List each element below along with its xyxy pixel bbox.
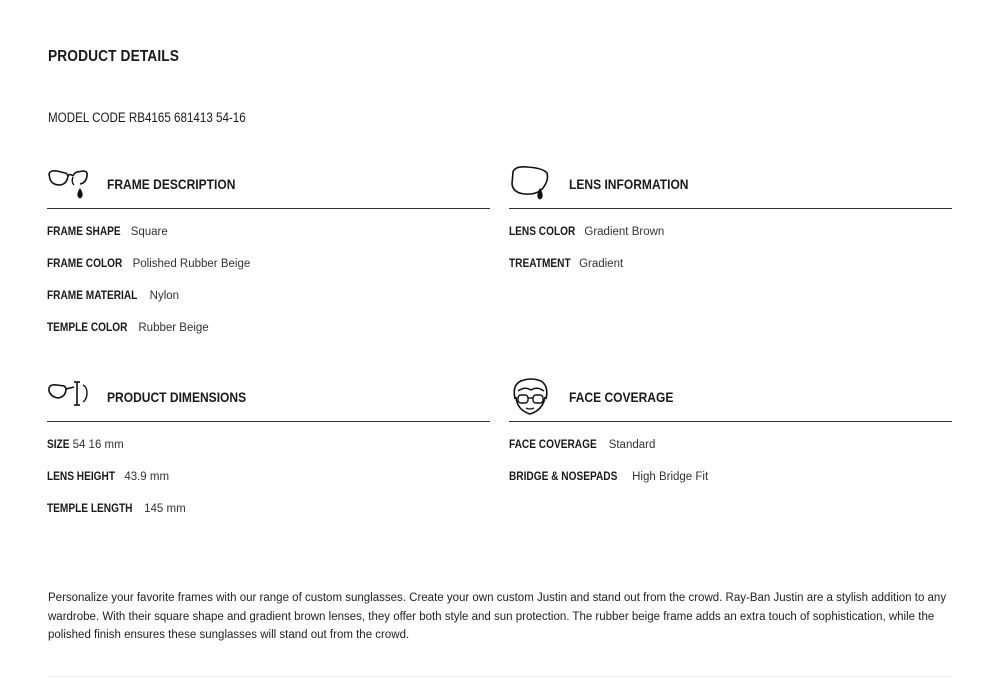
section-header <box>47 377 490 422</box>
spec-label: FACE COVERAGE <box>509 439 597 451</box>
product-dimensions-section <box>47 377 490 515</box>
spec-label: TREATMENT <box>509 258 571 270</box>
spec-label: TEMPLE COLOR <box>47 322 128 334</box>
spec-row <box>47 471 186 503</box>
spec-row <box>509 258 664 290</box>
spec-row <box>509 471 708 503</box>
spec-value: Gradient Brown <box>584 226 665 238</box>
spec-value: High Bridge Fit <box>632 471 709 483</box>
spec-list <box>47 439 186 535</box>
spec-value: Rubber Beige <box>138 322 209 334</box>
spec-label: LENS HEIGHT <box>47 471 116 483</box>
spec-label: FRAME SHAPE <box>47 226 121 238</box>
section-header <box>509 377 952 422</box>
spec-value: Gradient <box>579 258 624 270</box>
spec-row <box>509 226 664 258</box>
spec-row <box>47 258 250 290</box>
spec-list <box>47 226 250 354</box>
section-title: PRODUCT DIMENSIONS <box>107 389 247 405</box>
spec-row <box>47 226 250 258</box>
spec-label: TEMPLE LENGTH <box>47 503 133 515</box>
spec-row <box>47 290 250 322</box>
spec-row <box>47 503 186 535</box>
spec-label: BRIDGE & NOSEPADS <box>509 471 618 483</box>
spec-value: 145 mm <box>144 503 186 515</box>
section-title: LENS INFORMATION <box>569 176 689 192</box>
page-title: PRODUCT DETAILS <box>48 48 179 65</box>
spec-value: Nylon <box>149 290 180 302</box>
frame-description-section <box>47 164 490 334</box>
section-header <box>509 164 952 209</box>
face-coverage-section <box>509 377 952 483</box>
aviator-glasses-drop-icon <box>47 164 91 204</box>
glasses-measure-icon <box>47 377 91 417</box>
spec-list <box>509 226 664 290</box>
spec-value: Polished Rubber Beige <box>132 258 251 270</box>
product-description: Personalize your favorite frames with our range of custom sunglasses. Create your own custom Justin and stand out from the crowd. Ray-Ban Justin are a stylish addition to any wardrobe. With their square shape and gradient brown lenses, they offer both style and sun protection. The rubber beige frame adds an extra touch of sophistication, while the polished finish ensures these sunglasses will stand out from the crowd. <box>48 592 947 641</box>
model-code: MODEL CODE RB4165 681413 54-16 <box>48 110 246 125</box>
spec-value: 43.9 mm <box>124 471 170 483</box>
section-title: FACE COVERAGE <box>569 389 674 405</box>
section-title: FRAME DESCRIPTION <box>107 176 236 192</box>
spec-list <box>509 439 708 503</box>
spec-row <box>509 439 708 471</box>
spec-label: SIZE <box>47 439 70 451</box>
section-header <box>47 164 490 209</box>
spec-label: FRAME MATERIAL <box>47 290 138 302</box>
spec-label: LENS COLOR <box>509 226 576 238</box>
spec-row <box>47 322 250 354</box>
spec-value: Square <box>130 226 168 238</box>
spec-value: 54 16 mm <box>72 439 124 451</box>
lens-information-section <box>509 164 952 270</box>
spec-value: Standard <box>608 439 656 451</box>
spec-label: FRAME COLOR <box>47 258 123 270</box>
lens-drop-icon <box>509 164 553 204</box>
spec-row <box>47 439 186 471</box>
divider <box>48 676 952 677</box>
face-glasses-icon <box>509 377 553 417</box>
